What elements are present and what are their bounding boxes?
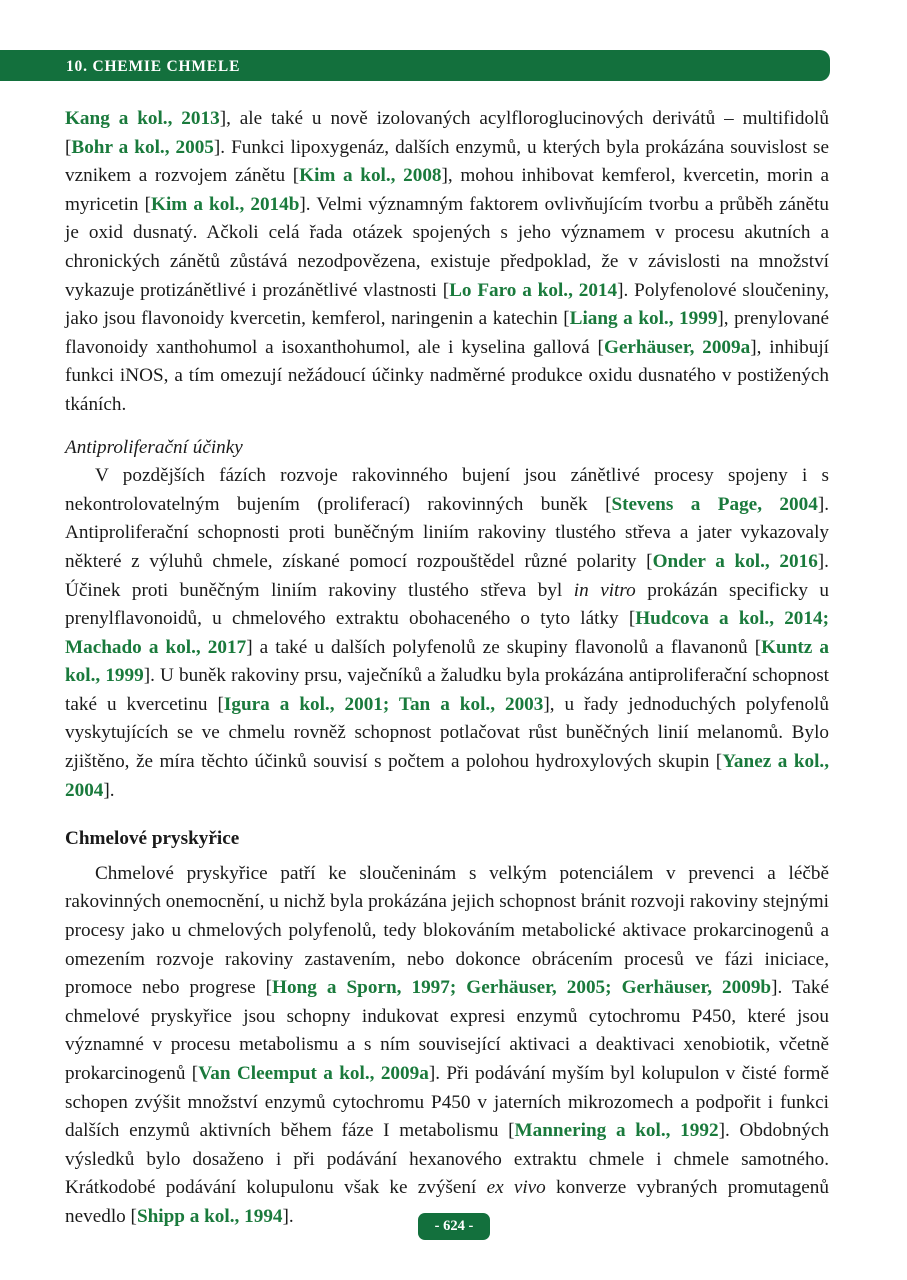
- body-text: ]. Funkci lipoxygenáz, dalších enzymů, u kterých byla prokázána souvislost se vznikem a rozvojem zánětu [: [65, 136, 830, 187]
- body-text: Chmelové pryskyřice patří ke sloučeninám s velkým potenciálem v prevenci a léčbě rakovinných onemocnění, u nichž byla prokázána jejich schopnost bránit rozvoji rakoviny stejnými procesy jako u chmelových polyfenolů, tedy blokováním metabolické aktivace prokarcinogenů a omezením rozvoje rakoviny zastavením, nebo dokonce obrácením procesů ve fázi iniciace, promoce nebo progrese [: [65, 862, 829, 999]
- citation: Igura a kol., 2001; Tan a kol., 2003: [223, 693, 544, 715]
- body-text: ].: [103, 779, 115, 801]
- body-text: ], u řady jednoduchých polyfenolů vyskytujících se ve chmelu rovněž schopnost potlačovat růst buněčných linií melanomů. Bylo zjištěno, že míra těchto účinků souvisí s počtem a polohou hydroxylových skupin [: [65, 693, 829, 773]
- chapter-header-bar: [0, 50, 830, 81]
- citation: Shipp a kol., 1994: [136, 1205, 283, 1227]
- body-text: prokázán specificky u prenylflavonoidů, u chmelového extraktu obohaceného o tyto látky [: [65, 579, 830, 630]
- page-content: [65, 105, 829, 1232]
- body-text: ], mohou inhibovat kemferol, kvercetin, morin a myricetin [: [65, 165, 829, 215]
- chapter-title: 10. CHEMIE CHMELE: [66, 58, 241, 75]
- body-text: ] a také u dalších polyfenolů ze skupiny flavonolů a flavanonů [: [246, 636, 762, 658]
- body-text: konverze vybraných promutagenů nevedlo [: [65, 1177, 829, 1227]
- citation: Bohr a kol., 2005: [71, 136, 214, 158]
- citation: Van Cleemput a kol., 2009a: [198, 1063, 429, 1084]
- italic-term: ex vivo: [486, 1177, 546, 1199]
- citation: Liang a kol., 1999: [569, 308, 718, 330]
- paragraph-resins: [65, 860, 829, 1232]
- body-text: ]. U buněk rakoviny prsu, vaječníků a žaludku byla prokázána antiproliferační schopnost také u kvercetinu [: [65, 665, 829, 715]
- citation: Stevens a Page, 2004: [611, 493, 818, 515]
- citation: Hong a Sporn, 1997; Gerhäuser, 2005; Gerhäuser, 2009b: [272, 977, 772, 999]
- citation: Onder a kol., 2016: [652, 550, 818, 572]
- body-text: ].: [282, 1205, 294, 1227]
- citation: Kim a kol., 2014b: [151, 193, 300, 215]
- section-heading: Chmelové pryskyřice: [65, 828, 240, 850]
- paragraph-antiproliferative: [65, 462, 829, 805]
- citation: Mannering a kol., 1992: [514, 1120, 719, 1142]
- citation: Yanez a kol., 2004: [65, 751, 830, 801]
- subsection-title: Antiproliferační účinky: [65, 436, 243, 458]
- body-text: ]. Antiproliferační schopnosti proti buněčným liniím rakoviny tlustého střeva a jater vykazovaly některé z výluhů chmele, získané pomocí rozpouštědel různé polarity [: [65, 493, 829, 572]
- body-text: ], prenylované flavonoidy xanthohumol a isoxanthohumol, ale i kyselina gallová [: [65, 308, 829, 358]
- body-text: ]. Účinek proti buněčným liniím rakoviny tlustého střeva byl: [65, 550, 829, 601]
- body-text: ]. Při podávání myším byl kolupulon v čisté formě schopen zvýšit množství enzymů cytochromu P450 v jaterních mikrozomech a podpořit i funkci dalších enzymů aktivních během fáze I metabolismu [: [65, 1063, 829, 1142]
- paragraph-inflammation: [65, 105, 829, 420]
- citation: Lo Faro a kol., 2014: [449, 279, 618, 301]
- body-text: ]. Obdobných výsledků bylo dosaženo i při podávání hexanového extraktu chmele i chmele samotného. Krátkodobé podávání kolupulonu však ke zvýšení: [65, 1120, 830, 1199]
- citation: Kuntz a kol., 1999: [65, 636, 829, 687]
- page-number: - 624 -: [418, 1213, 490, 1240]
- body-text: V pozdějších fázích rozvoje rakovinného bujení jsou zánětlivé procesy spojeny i s nekontrolovatelným bujením (proliferací) rakovinných buněk [: [65, 465, 829, 515]
- italic-term: in vitro: [573, 579, 636, 601]
- body-text: ], inhibují funkci iNOS, a tím omezují nežádoucí účinky nadměrné produkce oxidu dusnatého v postižených tkáních.: [65, 336, 829, 415]
- body-text: ], ale také u nově izolovaných acylfloroglucinových derivátů – multifidolů [: [65, 108, 829, 158]
- body-text: ]. Také chmelové pryskyřice jsou schopny indukovat expresi enzymů cytochromu P450, které jsou významné v procesu metabolismu a s ním související aktivaci a deaktivaci xenobiotik, včetně prokarcinogenů [: [65, 977, 829, 1084]
- citation: Kang a kol., 2013: [65, 108, 220, 129]
- citation: Kim a kol., 2008: [299, 165, 442, 187]
- body-text: ]. Velmi významným faktorem ovlivňujícím tvorbu a průběh zánětu je oxid dusnatý. Ačkoli celá řada otázek spojených s jeho významem v procesu akutních a chronických zánětů zůstává nezodpovězena, existuje předpoklad, že v závislosti na množství vykazuje protizánětlivé i prozánětlivé vlastnosti [: [65, 193, 829, 301]
- citation: Gerhäuser, 2009a: [603, 336, 751, 358]
- body-text: ]. Polyfenolové sloučeniny, jako jsou flavonoidy kvercetin, kemferol, naringenin a katechin [: [65, 279, 829, 330]
- citation: Hudcova a kol., 2014; Machado a kol., 2017: [65, 608, 829, 658]
